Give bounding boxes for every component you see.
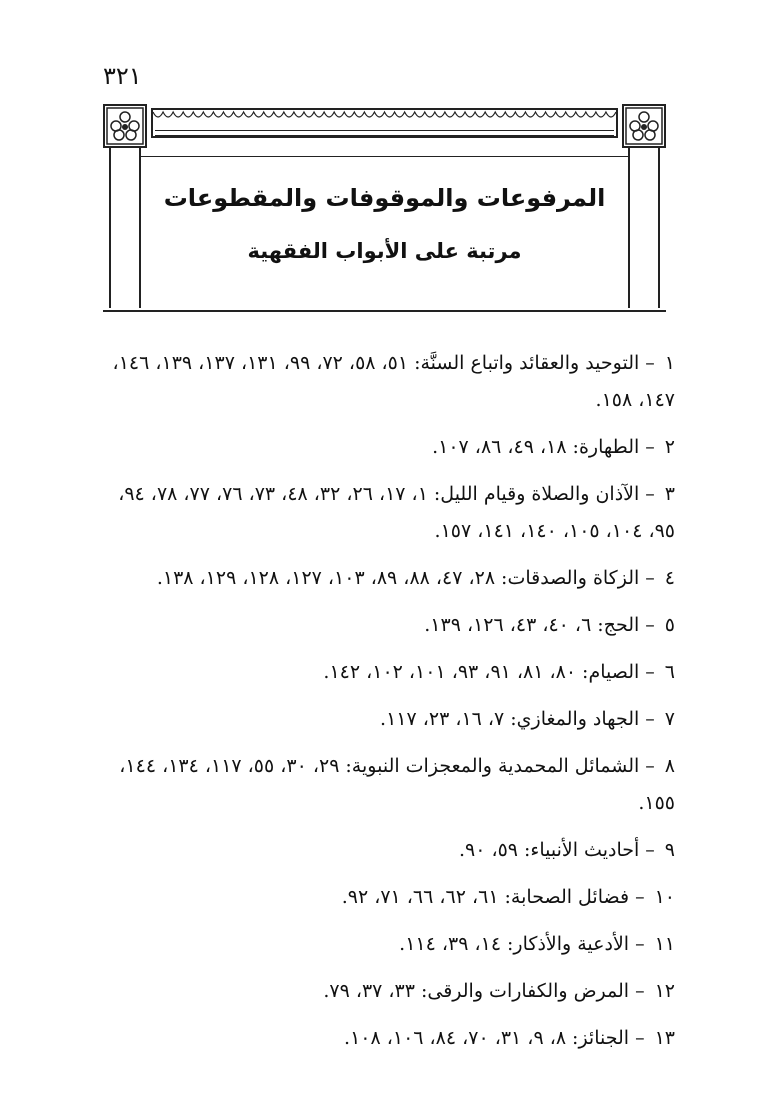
entry-number: ٨ (664, 755, 675, 777)
index-entry: ٩–أحاديث الأنبياء:٥٩، ٩٠. (458, 839, 675, 861)
entry-number: ٤ (664, 567, 675, 589)
entry-pages: ١٨، ٤٩، ٨٦، ١٠٧. (432, 436, 567, 458)
entry-number: ٩ (664, 839, 675, 861)
entry-topic: الزكاة والصدقات: (501, 567, 640, 589)
entry-pages: ٦، ٤٠، ٤٣، ١٢٦، ١٣٩. (424, 614, 592, 636)
entry-number: ٣ (664, 483, 675, 505)
entry-pages: ٧، ١٦، ٢٣، ١١٧. (380, 708, 505, 730)
index-entry: ٨–الشمائل المحمدية والمعجزات النبوية:٢٩، ٣٠، ٥٥، ١١٧، ١٣٤، ١٤٤، ١٥٥. (119, 755, 675, 814)
frame-post-right (628, 148, 660, 308)
entry-number: ٦ (664, 661, 675, 683)
entry-topic: أحاديث الأنبياء: (524, 839, 640, 861)
entry-pages: ٣٣، ٣٧، ٧٩. (323, 980, 415, 1002)
entry-topic: فضائل الصحابة: (504, 886, 630, 908)
entry-number: ١٠ (654, 886, 675, 908)
entry-topic: الآذان والصلاة وقيام الليل: (433, 483, 640, 505)
entry-topic: الجهاد والمغازي: (510, 708, 640, 730)
entry-pages: ١٤، ٣٩، ١١٤. (399, 933, 502, 955)
scallop-border-icon (153, 110, 616, 124)
entry-number: ١ (664, 352, 675, 374)
entry-topic: الجنائز: (572, 1027, 630, 1049)
flower-ornament-icon (105, 106, 145, 146)
entry-topic: الطهارة: (572, 436, 640, 458)
header-frame (103, 104, 666, 312)
entry-pages: ١، ١٧، ٢٦، ٣٢، ٤٨، ٧٣، ٧٦، ٧٧، ٧٨، ٩٤، ٩٥، ١٠٤، ١٠٥، ١٤٠، ١٤١، ١٥٧. (118, 483, 675, 542)
frame-post-left (109, 148, 141, 308)
section-subtitle: مرتبة على الأبواب الفقهية (247, 239, 522, 263)
index-entry: ٤–الزكاة والصدقات:٢٨، ٤٧، ٨٨، ٨٩، ١٠٣، ١٢٧، ١٢٨، ١٢٩، ١٣٨. (156, 567, 675, 589)
index-entry: ١٣–الجنائز:٨، ٩، ٣١، ٧٠، ٨٤، ١٠٦، ١٠٨. (344, 1027, 675, 1049)
corner-ornament-left (103, 104, 147, 148)
frame-top-rule (155, 130, 614, 136)
index-entry: ٥–الحج:٦، ٤٠، ٤٣، ١٢٦، ١٣٩. (424, 614, 675, 636)
index-entry: ٢–الطهارة:١٨، ٤٩، ٨٦، ١٠٧. (432, 436, 675, 458)
entry-pages: ٢٨، ٤٧، ٨٨، ٨٩، ١٠٣، ١٢٧، ١٢٨، ١٢٩، ١٣٨. (156, 567, 496, 589)
entry-number: ٥ (664, 614, 675, 636)
index-entry: ١–التوحيد والعقائد واتباع السنَّة:٥١، ٥٨، ٧٢، ٩٩، ١٣١، ١٣٧، ١٣٩، ١٤٦، ١٤٧، ١٥٨. (112, 352, 675, 411)
entry-pages: ٥٩، ٩٠. (458, 839, 519, 861)
index-entry: ٣–الآذان والصلاة وقيام الليل:١، ١٧، ٢٦، ٣٢، ٤٨، ٧٣، ٧٦، ٧٧، ٧٨، ٩٤، ٩٥، ١٠٤، ١٠٥، ١٤٠، ١٤١، ١٥٧. (118, 483, 675, 542)
index-entry: ١٢–المرض والكفارات والرقى:٣٣، ٣٧، ٧٩. (323, 980, 675, 1002)
index-entry: ١١–الأدعية والأذكار:١٤، ٣٩، ١١٤. (399, 933, 675, 955)
frame-bottom-rule (103, 310, 666, 312)
entry-number: ٧ (664, 708, 675, 730)
entry-topic: المرض والكفارات والرقى: (420, 980, 630, 1002)
section-title: المرفوعات والموقوفات والمقطوعات (163, 184, 606, 212)
frame-top-band (151, 108, 618, 138)
entry-pages: ٥١، ٥٨، ٧٢، ٩٩، ١٣١، ١٣٧، ١٣٩، ١٤٦، ١٤٧، ١٥٨. (112, 352, 675, 411)
entry-topic: الشمائل المحمدية والمعجزات النبوية: (345, 755, 640, 777)
page-number: ٣٢١ (103, 62, 142, 90)
flower-ornament-icon (624, 106, 664, 146)
index-entry: ٧–الجهاد والمغازي:٧، ١٦، ٢٣، ١١٧. (380, 708, 675, 730)
index-entry: ١٠–فضائل الصحابة:٦١، ٦٢، ٦٦، ٧١، ٩٢. (341, 886, 675, 908)
index-entries (103, 345, 675, 1067)
entry-pages: ٨، ٩، ٣١، ٧٠، ٨٤، ١٠٦، ١٠٨. (344, 1027, 567, 1049)
entry-pages: ٨٠، ٨١، ٩١، ٩٣، ١٠١، ١٠٢، ١٤٢. (323, 661, 577, 683)
entry-pages: ٦١، ٦٢، ٦٦، ٧١، ٩٢. (341, 886, 499, 908)
entry-pages: ٢٩، ٣٠، ٥٥، ١١٧، ١٣٤، ١٤٤، ١٥٥. (119, 755, 675, 814)
entry-number: ١٢ (654, 980, 675, 1002)
index-entry: ٦–الصيام:٨٠، ٨١، ٩١، ٩٣، ١٠١، ١٠٢، ١٤٢. (323, 661, 675, 683)
entry-topic: الأدعية والأذكار: (507, 933, 630, 955)
corner-ornament-right (622, 104, 666, 148)
entry-topic: الحج: (597, 614, 640, 636)
entry-number: ٢ (664, 436, 675, 458)
frame-inner-rule (139, 156, 630, 308)
entry-topic: الصيام: (582, 661, 640, 683)
entry-number: ١١ (654, 933, 675, 955)
entry-topic: التوحيد والعقائد واتباع السنَّة: (414, 352, 640, 374)
entry-number: ١٣ (654, 1027, 675, 1049)
